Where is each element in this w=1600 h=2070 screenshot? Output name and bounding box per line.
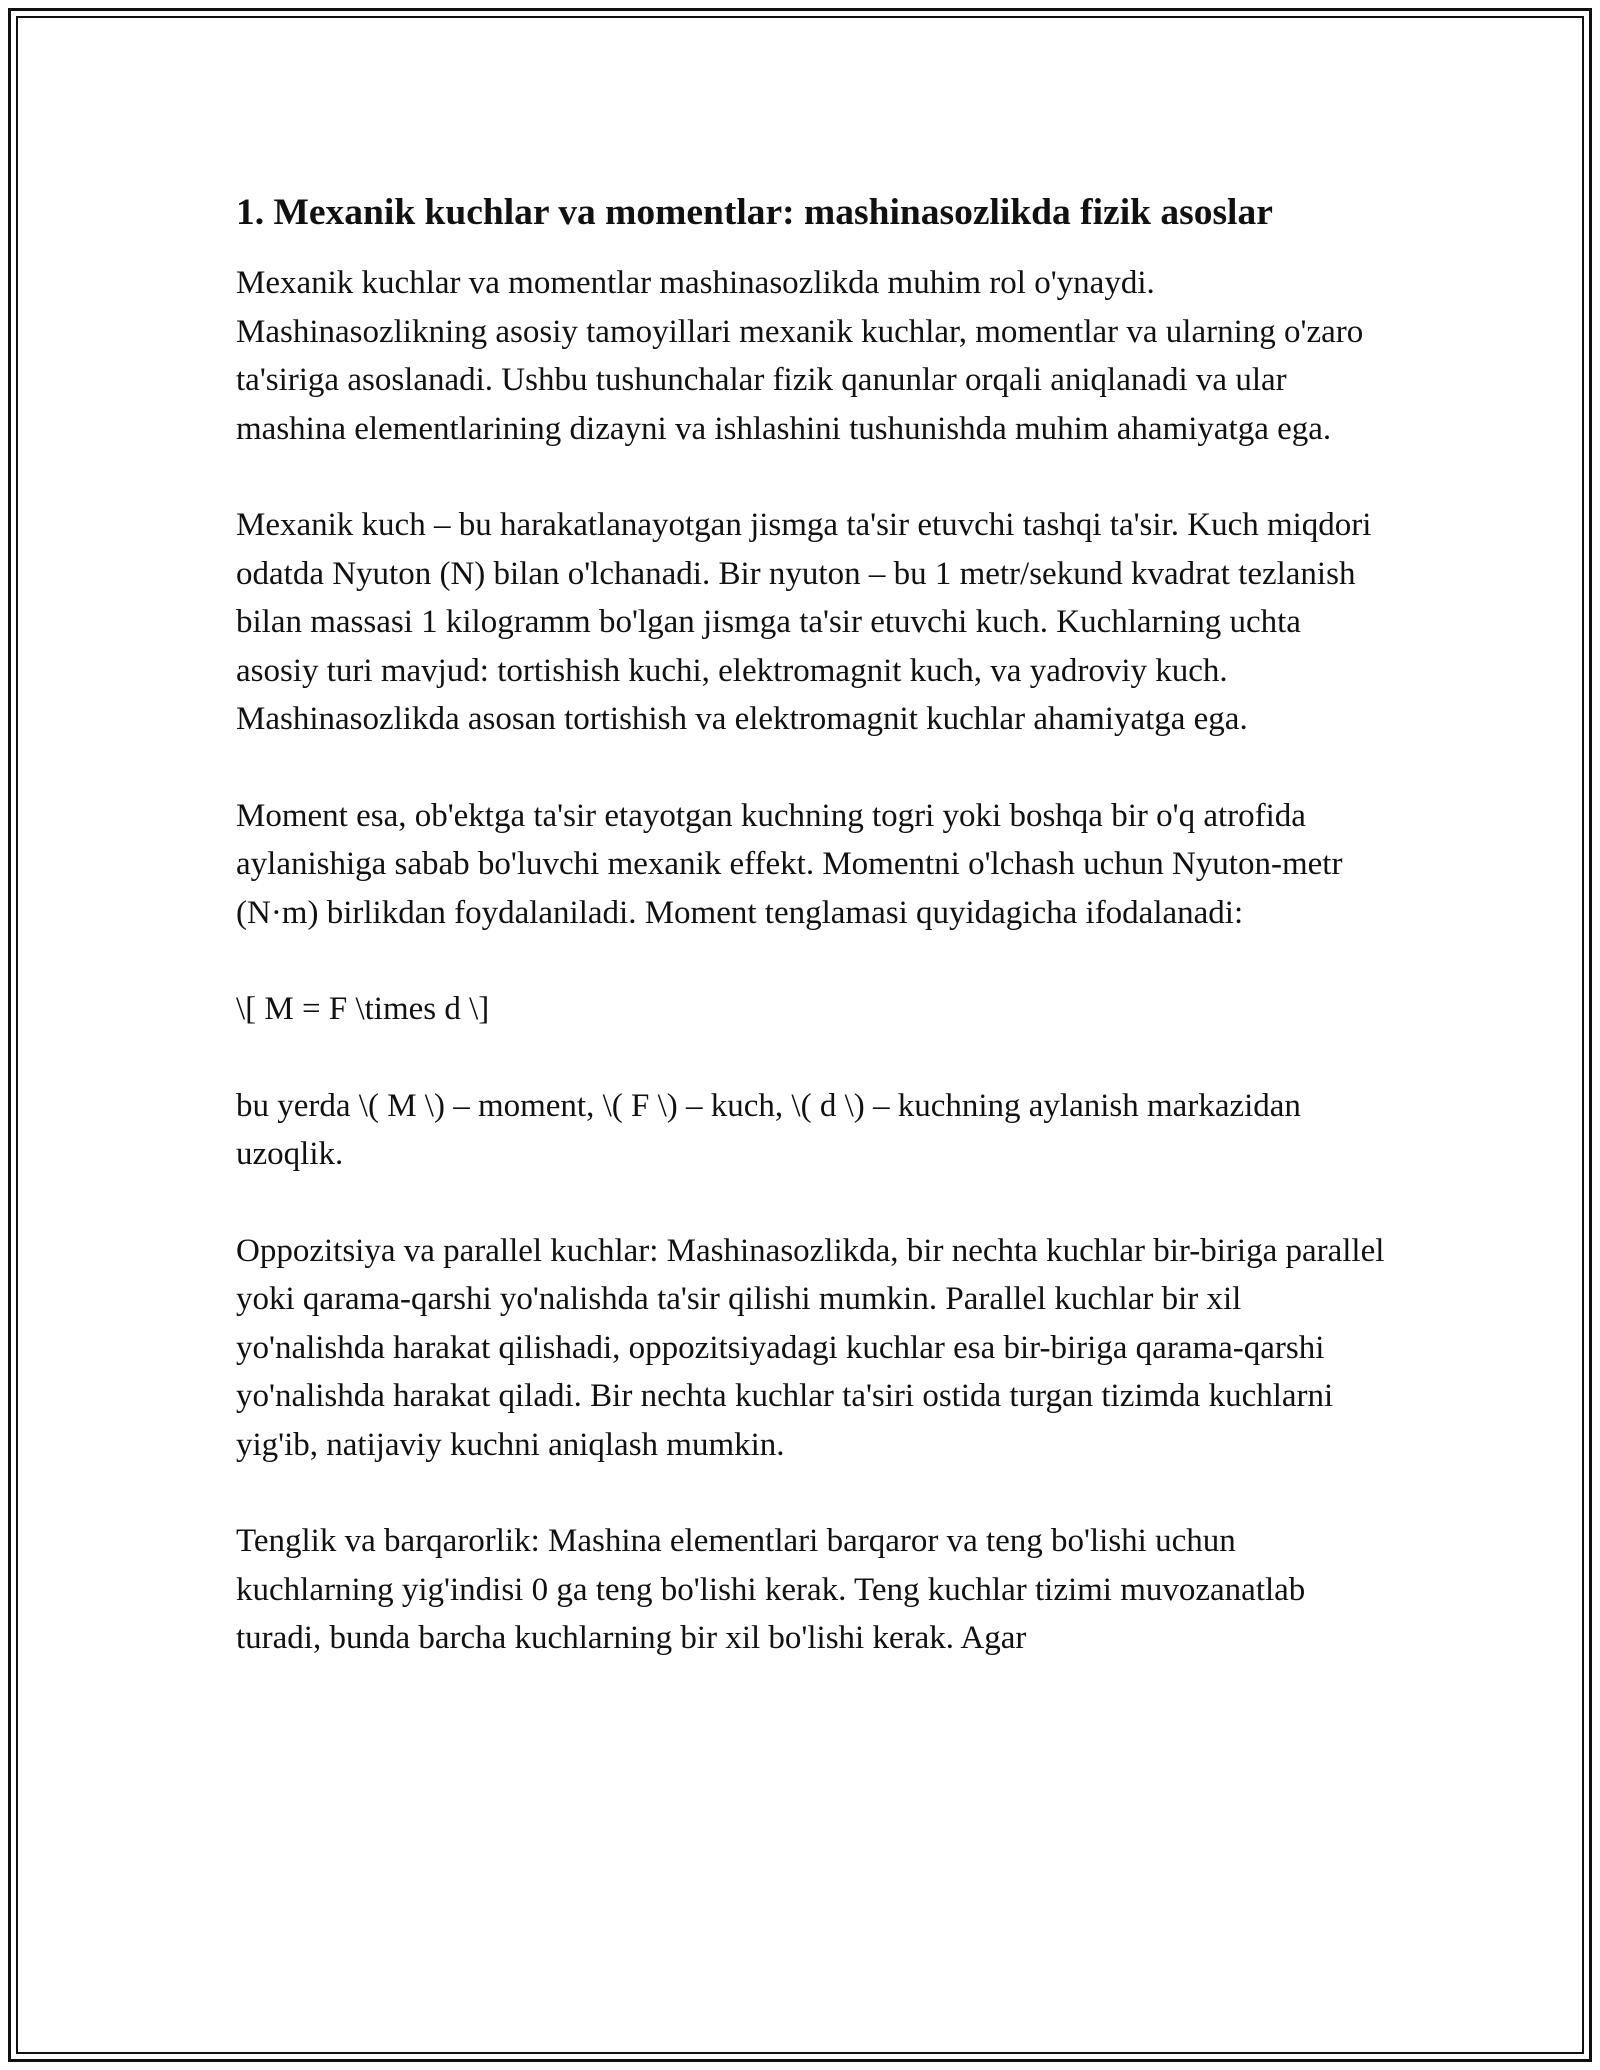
equation-moment: \[ M = F \times d \] xyxy=(236,991,490,1027)
paragraph-parallel-forces: Oppozitsiya va parallel kuchlar: Mashinasozlikda, bir nechta kuchlar bir-biriga parallel yoki qarama-qarshi yo'nalishda ta'sir qilishi mumkin. Parallel kuchlar bir xil yo'nalishda harakat qilishadi, oppozitsiyadagi kuchlar esa bir-biriga qarama-qarshi yo'nalishda harakat qiladi. Bir nechta kuchlar ta'siri ostida turgan tizimda kuchlarni yig'ib, natijaviy kuchni aniqlash mumkin. xyxy=(236,1232,1385,1463)
paragraph-intro: Mexanik kuchlar va momentlar mashinasozlikda muhim rol o'ynaydi. Mashinasozlikning asosiy tamoyillari mexanik kuchlar, momentlar va ularning o'zaro ta'siriga asoslanadi. Ushbu tushunchalar fizik qanunlar orqali aniqlanadi va ular mashina elementlarining dizayni va ishlashini tushunishda muhim ahamiyatga ega. xyxy=(236,265,1364,447)
paragraph-equation-legend: bu yerda \( M \) – moment, \( F \) – kuch, \( d \) – kuchning aylanish markazidan uzoqlik. xyxy=(236,1087,1301,1172)
paragraph-mechanical-force: Mexanik kuch – bu harakatlanayotgan jismga ta'sir etuvchi tashqi ta'sir. Kuch miqdori odatda Nyuton (N) bilan o'lchanadi. Bir nyuton – bu 1 metr/sekund kvadrat tezlanish bilan massasi 1 kilogramm bo'lgan jismga ta'sir etuvchi kuch. Kuchlarning uchta asosiy turi mavjud: tortishish kuchi, elektromagnit kuch, va yadroviy kuch. Mashinasozlikda asosan tortishish va elektromagnit kuchlar ahamiyatga ega. xyxy=(236,507,1372,737)
document-body xyxy=(236,185,1386,1711)
section-heading: 1. Mexanik kuchlar va momentlar: mashinasozlikda fizik asoslar xyxy=(236,192,1273,233)
paragraph-moment: Moment esa, ob'ektga ta'sir etayotgan kuchning togri yoki boshqa bir o'q atrofida aylanishiga sabab bo'luvchi mexanik effekt. Momentni o'lchash uchun Nyuton-metr (N·m) birlikdan foydalaniladi. Moment tenglamasi quyidagicha ifodalanadi: xyxy=(236,797,1343,931)
paragraph-equilibrium: Tenglik va barqarorlik: Mashina elementlari barqaror va teng bo'lishi uchun kuchlarning yig'indisi 0 ga teng bo'lishi kerak. Teng kuchlar tizimi muvozanatlab turadi, bunda barcha kuchlarning bir xil bo'lishi kerak. Agar xyxy=(236,1523,1306,1656)
